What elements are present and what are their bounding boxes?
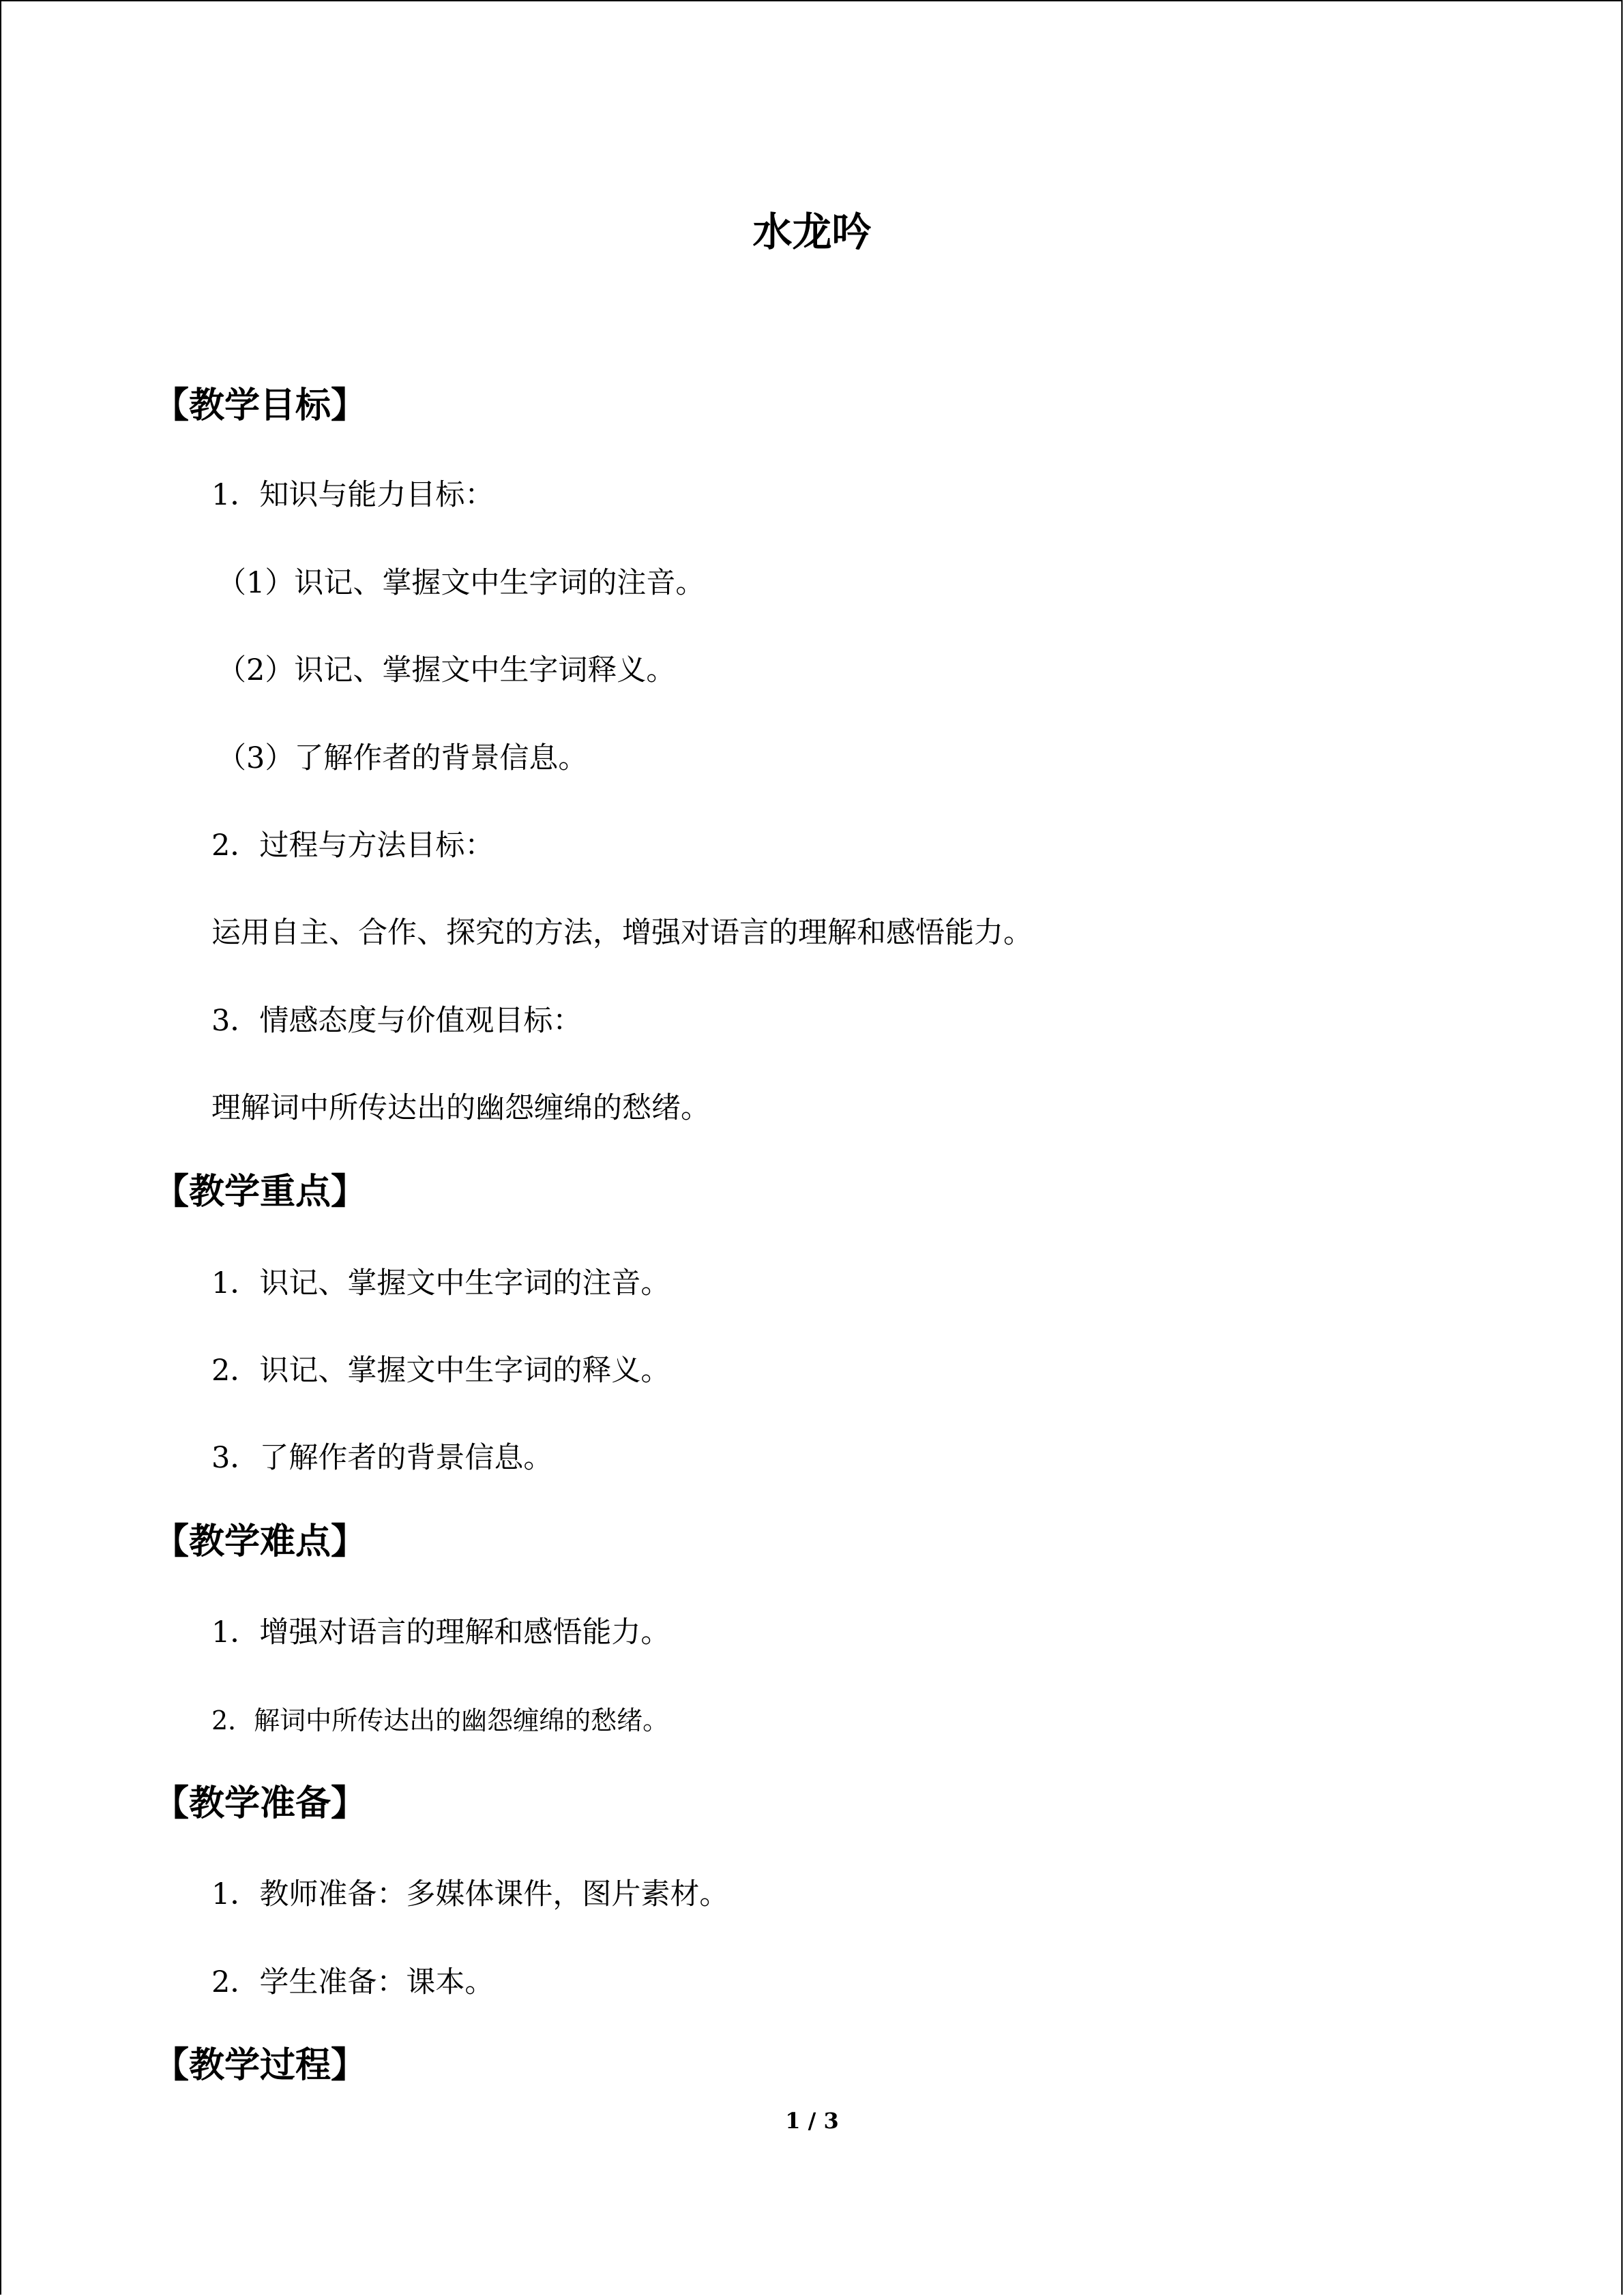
preparation-line: 2．学生准备：课本。: [211, 1965, 494, 1999]
page-number: 1 / 3: [785, 2108, 839, 2134]
section-heading-key-points: 【教学重点】: [153, 1171, 367, 1212]
objective-line: 1．知识与能力目标：: [211, 478, 494, 512]
preparation-line: 1．教师准备：多媒体课件，图片素材。: [211, 1877, 729, 1911]
section-heading-process: 【教学过程】: [153, 2044, 367, 2086]
difficulty-line: 2．解词中所传达出的幽怨缠绵的愁绪。: [211, 1705, 669, 1735]
objective-line: 运用自主、合作、探究的方法，增强对语言的理解和感悟能力。: [211, 916, 1033, 950]
objective-line: （2）识记、掌握文中生字词释义。: [217, 653, 676, 687]
objective-line: 3．情感态度与价值观目标：: [211, 1004, 582, 1038]
difficulty-line: 1．增强对语言的理解和感悟能力。: [211, 1615, 670, 1650]
objective-line: （3）了解作者的背景信息。: [217, 741, 588, 775]
key-point-line: 3．了解作者的背景信息。: [211, 1441, 553, 1475]
section-heading-objectives: 【教学目标】: [153, 385, 367, 426]
key-point-line: 1．识记、掌握文中生字词的注音。: [211, 1266, 670, 1300]
section-heading-difficulties: 【教学难点】: [153, 1521, 367, 1562]
objective-line: 2．过程与方法目标：: [211, 829, 494, 863]
key-point-line: 2．识记、掌握文中生字词的释义。: [211, 1354, 670, 1388]
objective-line: 理解词中所传达出的幽怨缠绵的愁绪。: [211, 1091, 710, 1125]
section-heading-preparation: 【教学准备】: [153, 1783, 367, 1824]
document-title: 水龙吟: [752, 209, 872, 255]
objective-line: （1）识记、掌握文中生字词的注音。: [217, 566, 705, 600]
